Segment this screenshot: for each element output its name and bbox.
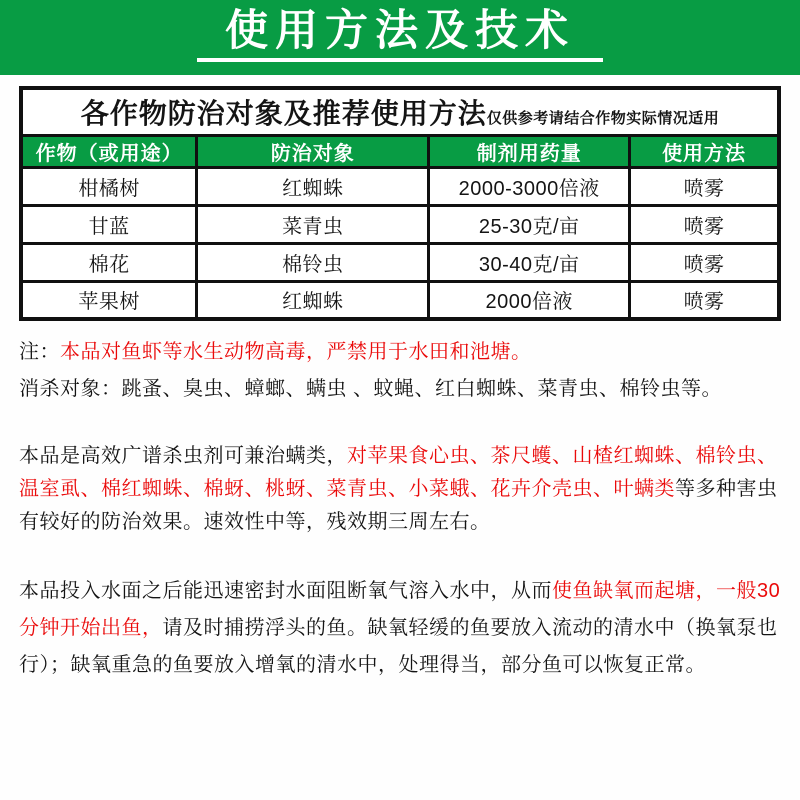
table-title-note: 仅供参考请结合作物实际情况适用	[486, 109, 720, 127]
text-run: 使鱼缺氧而起塘，一般30分钟开始出鱼，	[19, 580, 781, 639]
table-cell: 棉铃虫	[197, 243, 429, 281]
water-use-paragraph	[19, 573, 781, 684]
page-title: 使用方法及技术	[225, 7, 575, 55]
text-run: 等多种害虫有较好的防治效果。速效性中等，残效期三周左右。	[19, 478, 778, 533]
title-underline	[197, 58, 603, 62]
table-cell: 柑橘树	[21, 167, 197, 205]
table-cell: 喷雾	[630, 281, 779, 319]
text-run: 本品对鱼虾等水生动物高毒，严禁用于水田和池塘。	[60, 341, 532, 363]
table-cell: 2000-3000倍液	[429, 167, 630, 205]
table-row	[21, 167, 779, 205]
table-cell: 喷雾	[630, 167, 779, 205]
target-pests-note	[19, 376, 781, 402]
column-header-target: 防治对象	[197, 135, 429, 167]
efficacy-paragraph	[19, 440, 781, 539]
table-title-cell	[21, 88, 779, 135]
table-cell: 喷雾	[630, 243, 779, 281]
table-cell: 菜青虫	[197, 205, 429, 243]
toxicity-warning-note	[19, 339, 781, 365]
usage-table	[19, 86, 781, 321]
content-area	[0, 86, 800, 684]
page-banner	[0, 0, 800, 75]
text-run: 请及时捕捞浮头的鱼。缺氧轻缓的鱼要放入流动的清水中（换氧泵也行）；缺氧重急的鱼要放入增氧的清水中，处理得当，部分鱼可以恢复正常。	[19, 617, 778, 676]
table-row	[21, 281, 779, 319]
table-header-row	[21, 135, 779, 167]
text-run: 对苹果食心虫、茶尺蠖、山楂红蜘蛛、棉铃虫、温室虱、棉红蜘蛛、棉蚜、桃蚜、菜青虫、小菜蛾、花卉介壳虫、叶螨类	[19, 445, 778, 500]
table-title-row	[21, 88, 779, 135]
table-cell: 棉花	[21, 243, 197, 281]
table-cell: 喷雾	[630, 205, 779, 243]
table-cell: 红蜘蛛	[197, 281, 429, 319]
table-cell: 苹果树	[21, 281, 197, 319]
table-row	[21, 243, 779, 281]
table-cell: 2000倍液	[429, 281, 630, 319]
table-cell: 红蜘蛛	[197, 167, 429, 205]
text-run: 本品投入水面之后能迅速密封水面阻断氧气溶入水中，从而	[19, 580, 552, 602]
column-header-method: 使用方法	[630, 135, 779, 167]
column-header-crop: 作物（或用途）	[21, 135, 197, 167]
table-cell: 甘蓝	[21, 205, 197, 243]
table-cell: 25-30克/亩	[429, 205, 630, 243]
text-run: 消杀对象：跳蚤、臭虫、蟑螂、螨虫 、蚊蝇、红白蜘蛛、菜青虫、棉铃虫等。	[19, 378, 723, 400]
table-cell: 30-40克/亩	[429, 243, 630, 281]
text-run: 本品是高效广谱杀虫剂可兼治螨类，	[19, 445, 347, 467]
column-header-dosage: 制剂用药量	[429, 135, 630, 167]
table-row	[21, 205, 779, 243]
text-run: 注：	[19, 341, 60, 363]
table-title: 各作物防治对象及推荐使用方法	[80, 97, 487, 129]
